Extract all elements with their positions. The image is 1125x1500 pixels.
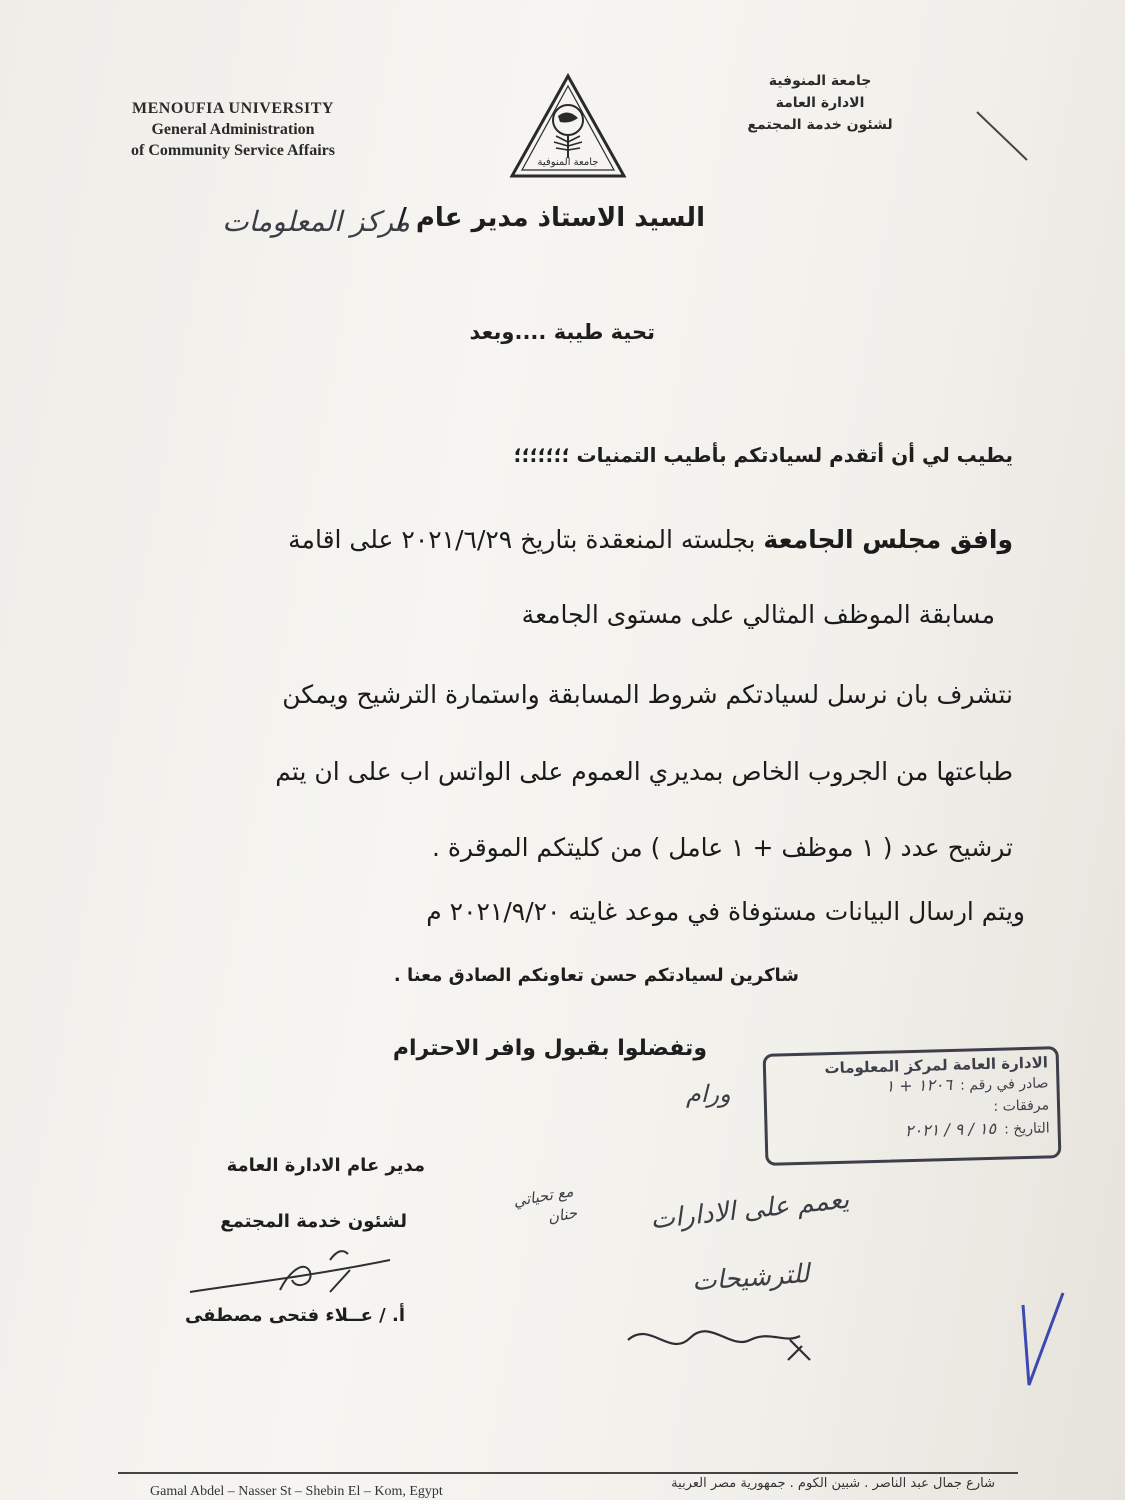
handwritten-signature-mark [620,1310,820,1370]
logo-caption: جامعة المنوفية [537,157,599,168]
body-line-3: نتشرف بان نرسل لسيادتكم شروط المسابقة واستمارة الترشيح ويمكن [282,680,1013,709]
stamp-handwritten-extra: ورام [686,1080,731,1108]
stamp-attachments-label: مرفقات : [993,1097,1050,1115]
handwritten-side-note [512,1180,579,1234]
body-line-6: ويتم ارسال البيانات مستوفاة في موعد غايته ٢٠٢١/٩/٢٠ م [426,897,1025,926]
addressee-handwritten: مركز المعلومات [222,205,410,238]
blue-pen-mark [1015,1285,1075,1395]
body-line-2: مسابقة الموظف المثالي على مستوى الجامعة [521,600,995,629]
intro-line: يطيب لي أن أتقدم لسيادتكم بأطيب التمنيات ؛؛؛؛؛؛؛ [513,443,1013,467]
greeting-line: تحية طيبة ....وبعد [469,320,655,344]
closing-line: وتفضلوا بقبول وافر الاحترام [392,1036,707,1061]
english-letterhead [108,98,358,161]
stamp-title: الادارة العامة لمركز المعلومات [824,1053,1049,1078]
signatory-title-1: مدير عام الادارة العامة [226,1155,425,1176]
addressee-title: السيد الاستاذ مدير عام / [397,203,705,233]
handwritten-instruction-line-2: للترشيحات [691,1258,811,1298]
university-name-en: MENOUFIA UNIVERSITY [132,100,334,117]
arabic-letterhead [725,70,915,136]
footer-address-en: Gamal Abdel – Nasser St – Shebin El – Kom, Egypt [150,1484,443,1499]
administration-name-en: General Administration [151,121,315,138]
stamp-date-label: التاريخ : [1003,1120,1050,1138]
handwritten-instruction-line-1: يعمم على الادارات [649,1184,852,1236]
body-line-4: طباعتها من الجروب الخاص بمديري العموم على الواتس اب على ان يتم [275,757,1013,786]
administration-name-ar: الادارة العامة [775,95,865,111]
side-note-line-1: مع تحياتي [511,1182,575,1211]
incoming-stamp [763,1046,1062,1166]
footer-address-ar: شارع جمال عبد الناصر . شبين الكوم . جمهورية مصر العربية [671,1476,995,1491]
stamp-date-value: ١٥ / ٩ / ٢٠٢١ [904,1118,997,1141]
meeting-date-text: بجلسته المنعقدة بتاريخ ٢٠٢١/٦/٢٩ على اقامة [288,525,764,554]
handwritten-instruction [580,1185,850,1325]
department-name-en: of Community Service Affairs [131,142,335,159]
thanks-line: شاكرين لسيادتكم حسن تعاونكم الصادق معنا . [393,965,799,986]
body-line-5: ترشيح عدد ( ١ موظف + ١ عامل ) من كليتكم الموقرة . [431,833,1013,862]
stamp-issued-value: ١٢٠٦ + ١ [885,1074,953,1096]
university-name-ar: جامعة المنوفية [768,73,872,89]
council-approval: وافق مجلس الجامعة [763,525,1013,554]
stamp-issued-label: صادر في رقم : [959,1075,1049,1094]
signatory-name: أ. / عــلاء فتحى مصطفى [184,1305,405,1326]
footer-divider [118,1472,1018,1474]
signature-mark [180,1240,410,1310]
department-name-ar: لشئون خدمة المجتمع [747,117,893,133]
body-line-1 [288,525,1013,554]
signatory-title-2: لشئون خدمة المجتمع [220,1211,407,1232]
pen-stroke-mark [975,100,1035,170]
side-note-line-2: حنان [546,1203,579,1227]
